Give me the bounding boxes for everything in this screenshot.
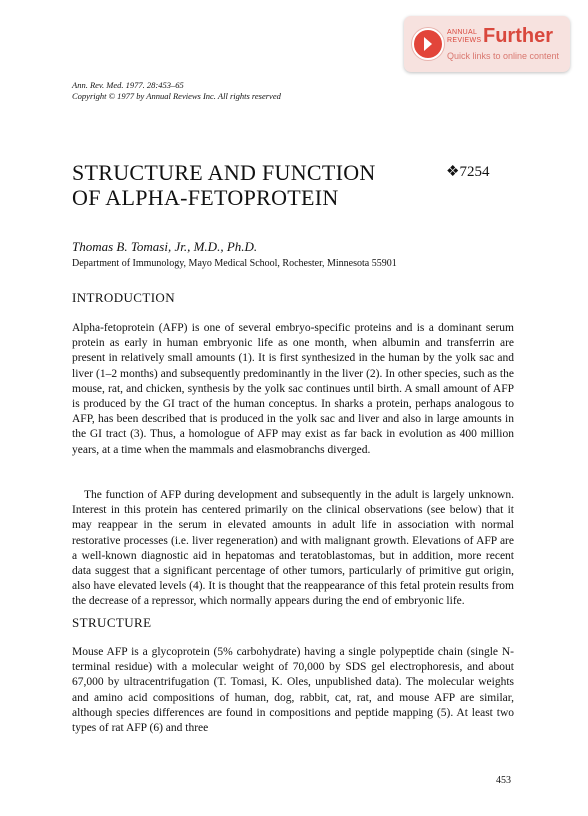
article-title-line1: STRUCTURE AND FUNCTION: [72, 160, 376, 185]
journal-citation: Ann. Rev. Med. 1977. 28:453–65: [72, 80, 184, 90]
badge-brand-line2: REVIEWS: [447, 37, 482, 44]
article-title: [72, 160, 376, 210]
section-heading-structure: STRUCTURE: [72, 615, 152, 630]
journal-header: [72, 80, 281, 102]
article-reference-number: ❖7254: [446, 164, 490, 180]
annual-reviews-logo-icon: [412, 28, 444, 60]
badge-further-label: Further: [483, 25, 553, 47]
structure-paragraph-1: Mouse AFP is a glycoprotein (5% carbohydrate) having a single polypeptide chain (single N-terminal residue) with a molecular weight of 70,000 by SDS gel electrophoresis, and about 67,000 by ultracentrifugation (T. Tomasi, K. Oles, unpublished data). The molecular weights and amino acid compositions of human, dog, rabbit, cat, rat, and mouse AFP are similar, although species differences are found in compositions and peptide mapping (5). At least two types of rat AFP (6) and three: [72, 646, 514, 735]
journal-copyright: Copyright © 1977 by Annual Reviews Inc. All rights reserved: [72, 91, 281, 101]
introduction-paragraph-2: The function of AFP during development and subsequently in the adult is largely unknown. Interest in this protein has centered primarily on the clinical observations (see below) that it may reappear in the serum in elevated amounts in adult life in association with normal restorative processes (i.e. liver regeneration) and with malignant growth. Elevations of AFP are a well-known diagnostic aid in hepatomas and teratoblastomas, but in addition, more recent data suggest that a significant percentage of other tumors, particularly of primitive gut origin, also have elevated levels (4). It is thought that the reappearance of this fetal protein results from the decrease of a repressor, which normally appears during the end of embryonic life.: [72, 489, 514, 608]
badge-subtitle: Quick links to online content: [447, 51, 560, 61]
badge-brand: [447, 29, 481, 45]
section-heading-introduction: INTRODUCTION: [72, 290, 176, 305]
author-name: Thomas B. Tomasi, Jr., M.D., Ph.D.: [72, 239, 258, 254]
author-affiliation: Department of Immunology, Mayo Medical School, Rochester, Minnesota 55901: [72, 258, 397, 269]
badge-brand-line1: ANNUAL: [447, 29, 478, 36]
page-number: 453: [496, 775, 511, 786]
further-links-badge[interactable]: [404, 16, 570, 72]
introduction-paragraph-1: Alpha-fetoprotein (AFP) is one of several embryo-specific proteins and is a dominant serum protein as early in human embryonic life as one month, when albumin and transferrin are present in relatively small amounts (1). It is first synthesized in the human by the yolk sac and liver (1–2 months) and subsequently predominantly in the liver (2). In other species, such as the mouse, rat, and chicken, synthesis by the yolk sac continues until birth. A small amount of AFP is produced by the GI tract of the human conceptus. In sharks a protein, perhaps analogous to AFP, has been described that is produced in the yolk sac and liver and also in large amounts in the GI tract (3). Thus, a homologue of AFP may exist as far back in evolution as 400 million years, at a time when the mammals and elasmobranchs diverged.: [72, 322, 514, 456]
article-title-line2: OF ALPHA-FETOPROTEIN: [72, 185, 339, 210]
